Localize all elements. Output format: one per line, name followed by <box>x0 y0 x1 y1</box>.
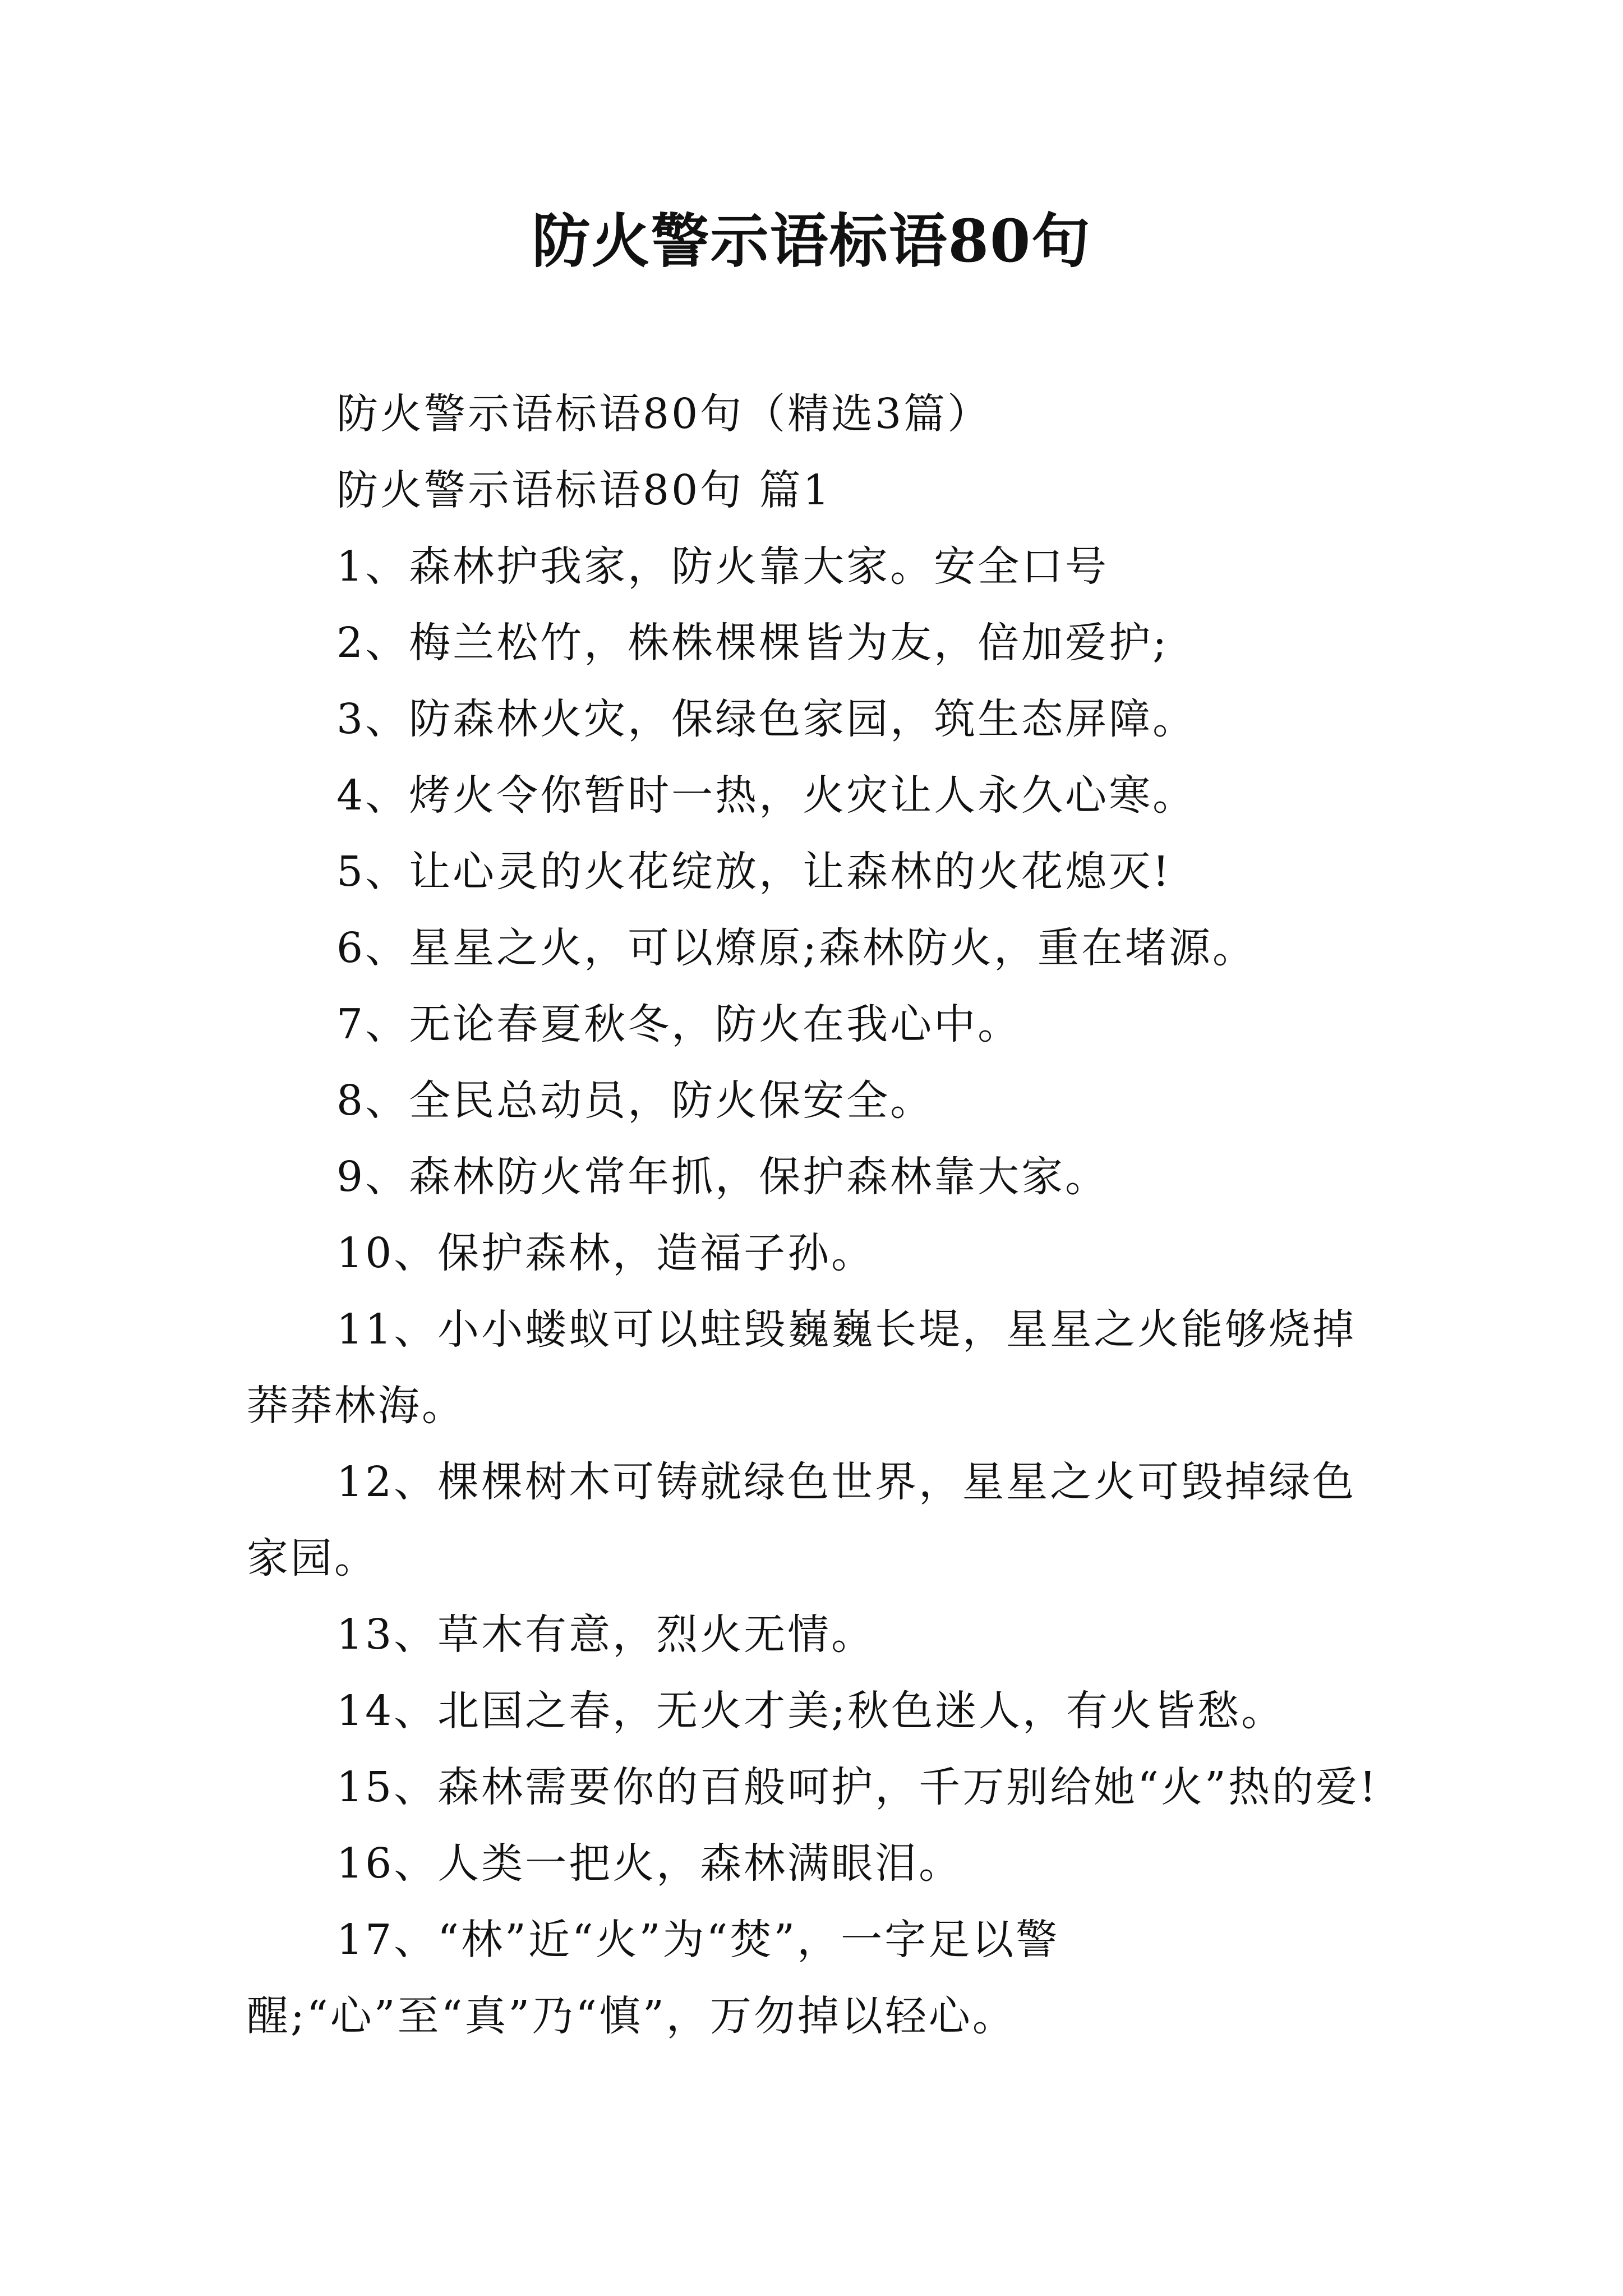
paragraph: 15、森林需要你的百般呵护，千万别给她“火”热的爱! <box>336 1763 1378 1811</box>
paragraph: 2、梅兰松竹，株株棵棵皆为友，倍加爱护; <box>336 619 1169 667</box>
document-body <box>247 376 1380 2054</box>
paragraph: 16、人类一把火，森林满眼泪。 <box>336 1839 963 1888</box>
paragraph: 17、“林”近“火”为“焚”，一字足以警醒;“心”至“真”乃“慎”，万勿掉以轻心。 <box>247 1916 1060 2040</box>
paragraph: 防火警示语标语80句 篇1 <box>336 466 832 514</box>
paragraph: 13、草木有意，烈火无情。 <box>336 1611 875 1659</box>
paragraph: 10、保护森林，造福子孙。 <box>336 1229 875 1277</box>
document-title: 防火警示语标语80句 <box>532 206 1091 275</box>
paragraph: 7、无论春夏秋冬，防火在我心中。 <box>336 1000 1022 1048</box>
paragraph: 防火警示语标语80句（精选3篇） <box>336 390 992 438</box>
paragraph: 11、小小蝼蚁可以蛀毁巍巍长堤，星星之火能够烧掉莽莽林海。 <box>247 1305 1357 1430</box>
paragraph: 6、星星之火，可以燎原;森林防火，重在堵源。 <box>336 924 1257 972</box>
paragraph: 4、烤火令你暂时一热，火灾让人永久心寒。 <box>336 771 1197 820</box>
paragraph: 5、让心灵的火花绽放，让森林的火花熄灭! <box>336 848 1172 896</box>
paragraph: 8、全民总动员，防火保安全。 <box>336 1076 934 1125</box>
paragraph: 12、棵棵树木可铸就绿色世界，星星之火可毁掉绿色家园。 <box>247 1458 1357 1582</box>
paragraph: 14、北国之春，无火才美;秋色迷人，有火皆愁。 <box>336 1687 1285 1735</box>
paragraph: 1、森林护我家，防火靠大家。安全口号 <box>336 542 1109 591</box>
paragraph: 9、森林防火常年抓，保护森林靠大家。 <box>336 1153 1109 1201</box>
paragraph: 3、防森林火灾，保绿色家园，筑生态屏障。 <box>336 695 1197 743</box>
